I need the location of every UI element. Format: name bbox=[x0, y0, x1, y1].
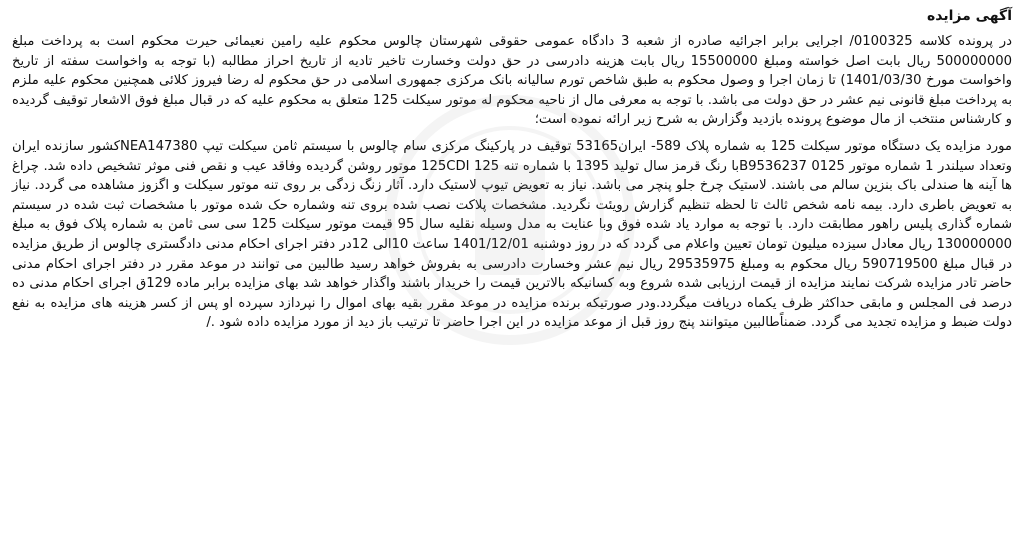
notice-paragraph-auction-item: مورد مزایده یک دستگاه موتور سیکلت 125 به شماره پلاک 589- ایران53165 توقیف در پارکینگ مرکزی سام چالوس با سیستم ثامن سیکلت تیپ NEA147380کشور سازنده ایران وتعداد سیلندر 1 شماره موتور 0125 B9536237با رنگ قرمز سال تولید 1395 با شماره تنه 125 125CDI موتور روشن گردیده وفاقد عیب و نقص فنی موثر تشخیص داده شد. چراغ ها آینه ها صندلی باک بنزین سالم می باشند. لاستیک چرخ جلو پنچر می باشد. نیاز به تعویض تیوپ لاستیک دارد. آثار زنگ زدگی بر روی تنه موتور سیکلت و اگزوز مشاهده می گردد. نیاز به تعویض باطری دارد. بیمه نامه شخص ثالث تا لحظه تنظیم گزارش رویئت نگردید. مشخصات پلاکت نصب شده بروی تنه وشماره حک شده موتور با مشخصات ثبت شده در سیستم شماره گذاری پلیس راهور مطابقت دارد. با توجه به موارد یاد شده فوق وبا عنایت به مدل وسیله نقلیه سال 95 قیمت موتور سیکلت 125 سی سی ثامن به شماره پلاک فوق به مبلغ 130000000 ریال معادل سیزده میلیون تومان تعیین واعلام می گردد که در روز دوشنبه 1401/12/01 ساعت 10الی 12در دفتر اجرای احکام مدنی دادگستری چالوس از طریق مزایده در قبال مبلغ 590719500 ریال محکوم به ومبلغ 29535975 ریال نیم عشر وخسارت دادرسی به بفروش خواهد رسید طالبین می توانند در موعد مقرر در دفتر اجرای احکام مدنی حاضر تادر مزایده شرکت نمایند مزایده از قیمت ارزیابی شده شروع وبه کسانیکه بالاترین قیمت را خریدار باشند واگذار خواهد شد بهای مزایده برابر ماده 129ق اجرای احکام مدنی ده درصد فی المجلس و مابقی حداکثر ظرف یکماه دریافت میگردد.ودر صورتیکه برنده مزایده در موعد مقرر بقیه بهای اموال را نپردازد سپرده او پس از کسر هزینه های مزایده به نفع دولت ضبط و مزایده تجدید می گردد. ضمناًطالبین میتوانند پنج روز قبل از موعد مزایده در این اجرا حاضر تا ترتیب باز دید از مورد مزایده داده شود ./ bbox=[12, 138, 1013, 331]
notice-paragraph-case: در پرونده کلاسه 0100325/ اجرایی برابر اجرائیه صادره از شعبه 3 دادگاه عمومی حقوقی شهرستان چالوس محکوم علیه رامین نعیمائی حیرت محکوم است به پرداخت مبلغ 500000000 ریال بابت اصل خواسته ومبلغ 15500000 ریال بابت هزینه دادرسی در حق دولت وخسارت تاخیر تادیه از تاریخ احراز مطالبه (با توجه به واخواست سفته از تاریخ واخواست مورخ 1401/03/30) تا زمان اجرا و وصول محکوم به طبق شاخص تورم سالیانه بانک مرکزی جمهوری اسلامی در حق محکوم له رضا فیروز کلائی همچنین محکوم علیه ملزم به پرداخت مبلغ قانونی نیم عشر در حق دولت می باشد. با توجه به معرفی مال از ناحیه محکوم له موتور سیکلت 125 متعلق به محکوم علیه که در قبال مبلغ فوق الاشعار توقیف گردیده و کارشناس منتخب از مال موضوع پرونده بازدید وگزارش به شرح زیر ارائه نموده است؛ bbox=[12, 34, 1012, 128]
notice-title: آگهی مزایده bbox=[926, 8, 1012, 24]
